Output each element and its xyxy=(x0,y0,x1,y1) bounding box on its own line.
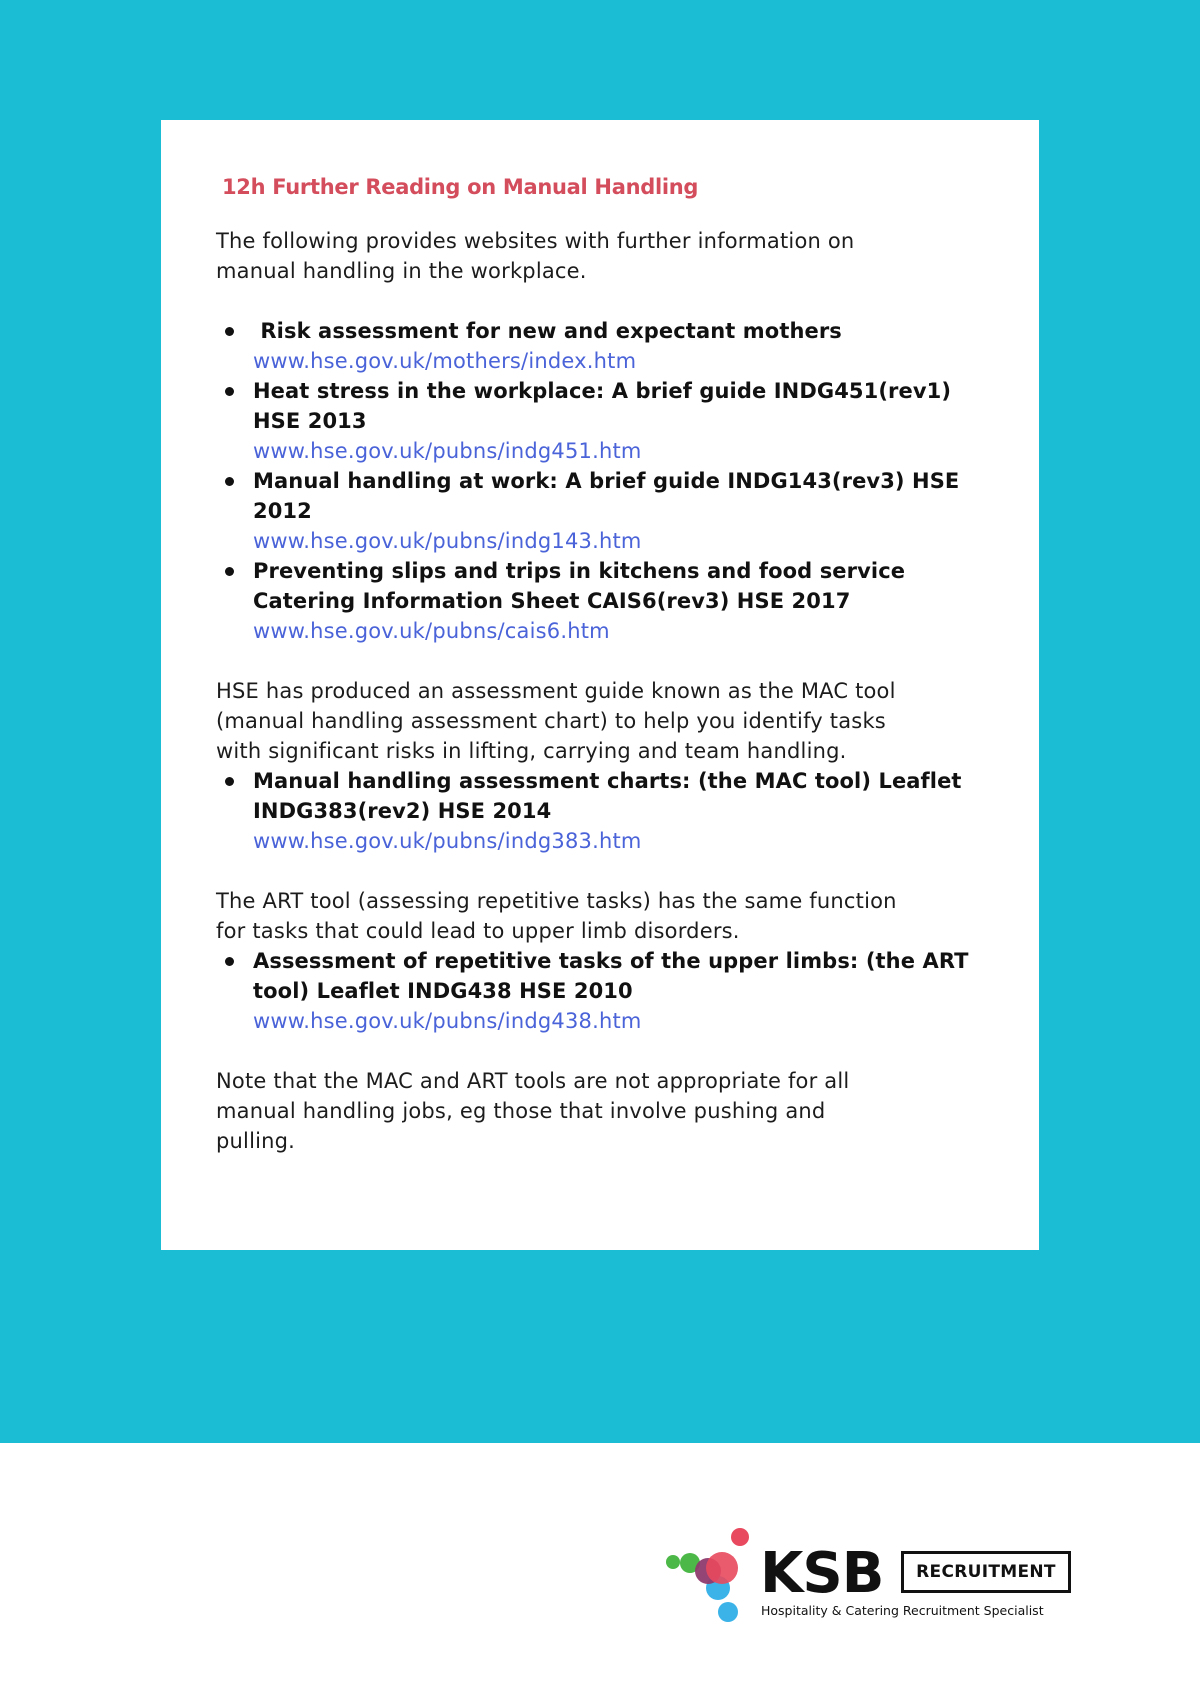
reference-title: Catering Information Sheet CAIS6(rev3) HSE 2017 xyxy=(253,589,851,613)
reference-title: Risk assessment for new and expectant mothers xyxy=(253,319,842,343)
intro-line: The following provides websites with further information on xyxy=(216,229,855,253)
reference-item xyxy=(216,316,987,376)
reference-title: Manual handling assessment charts: (the MAC tool) Leaflet xyxy=(253,769,962,793)
logo-tagline: Hospitality & Catering Recruitment Specialist xyxy=(761,1603,1044,1618)
reference-link[interactable]: www.hse.gov.uk/pubns/indg383.htm xyxy=(253,829,642,853)
reference-item xyxy=(216,556,987,646)
bullet-icon xyxy=(225,777,234,786)
bullet-icon xyxy=(225,387,234,396)
bullet-icon xyxy=(225,327,234,336)
logo-dots-icon xyxy=(664,1526,754,1626)
reference-link[interactable]: www.hse.gov.uk/pubns/indg143.htm xyxy=(253,529,642,553)
note-line: pulling. xyxy=(216,1129,296,1153)
reference-link[interactable]: www.hse.gov.uk/mothers/index.htm xyxy=(253,349,637,373)
art-line: The ART tool (assessing repetitive tasks) has the same function xyxy=(216,889,897,913)
note-line: manual handling jobs, eg those that involve pushing and xyxy=(216,1099,826,1123)
reference-title: Assessment of repetitive tasks of the upper limbs: (the ART xyxy=(253,949,969,973)
art-reference-list xyxy=(216,946,987,1036)
mac-line: with significant risks in lifting, carrying and team handling. xyxy=(216,739,847,763)
logo-recruitment-box: RECRUITMENT xyxy=(901,1551,1071,1593)
art-line: for tasks that could lead to upper limb disorders. xyxy=(216,919,740,943)
reference-title: Manual handling at work: A brief guide INDG143(rev3) HSE xyxy=(253,469,960,493)
reference-title: 2012 xyxy=(253,499,312,523)
reference-item xyxy=(216,376,987,466)
mac-paragraph xyxy=(216,676,987,766)
reference-list xyxy=(216,316,987,646)
reference-link[interactable]: www.hse.gov.uk/pubns/indg438.htm xyxy=(253,1009,642,1033)
spacer xyxy=(216,856,987,886)
reference-item xyxy=(216,766,987,856)
spacer xyxy=(216,286,987,316)
logo-dot-red-top xyxy=(731,1528,749,1546)
reference-item xyxy=(216,946,987,1036)
logo-wordmark: KSB xyxy=(760,1541,884,1606)
intro-paragraph xyxy=(216,226,987,286)
spacer xyxy=(216,1036,987,1066)
note-line: Note that the MAC and ART tools are not appropriate for all xyxy=(216,1069,850,1093)
logo-dot-green-small xyxy=(666,1555,680,1569)
ksb-logo xyxy=(664,1526,1084,1626)
note-paragraph xyxy=(216,1066,987,1156)
logo-dot-blue-bottom xyxy=(718,1602,738,1622)
spacer xyxy=(216,646,987,676)
reference-title: Heat stress in the workplace: A brief guide INDG451(rev1) xyxy=(253,379,952,403)
reference-link[interactable]: www.hse.gov.uk/pubns/indg451.htm xyxy=(253,439,642,463)
reference-title: tool) Leaflet INDG438 HSE 2010 xyxy=(253,979,633,1003)
reference-title: HSE 2013 xyxy=(253,409,367,433)
reference-link[interactable]: www.hse.gov.uk/pubns/cais6.htm xyxy=(253,619,610,643)
reference-item xyxy=(216,466,987,556)
reference-title: INDG383(rev2) HSE 2014 xyxy=(253,799,552,823)
intro-line: manual handling in the workplace. xyxy=(216,259,587,283)
bullet-icon xyxy=(225,567,234,576)
bullet-icon xyxy=(225,957,234,966)
art-paragraph xyxy=(216,886,987,946)
mac-line: (manual handling assessment chart) to help you identify tasks xyxy=(216,709,886,733)
mac-reference-list xyxy=(216,766,987,856)
content-card xyxy=(161,120,1039,1250)
reference-title: Preventing slips and trips in kitchens and food service xyxy=(253,559,906,583)
section-title: 12h Further Reading on Manual Handling xyxy=(222,175,699,199)
logo-dot-red xyxy=(706,1552,738,1584)
mac-line: HSE has produced an assessment guide known as the MAC tool xyxy=(216,679,896,703)
bullet-icon xyxy=(225,477,234,486)
